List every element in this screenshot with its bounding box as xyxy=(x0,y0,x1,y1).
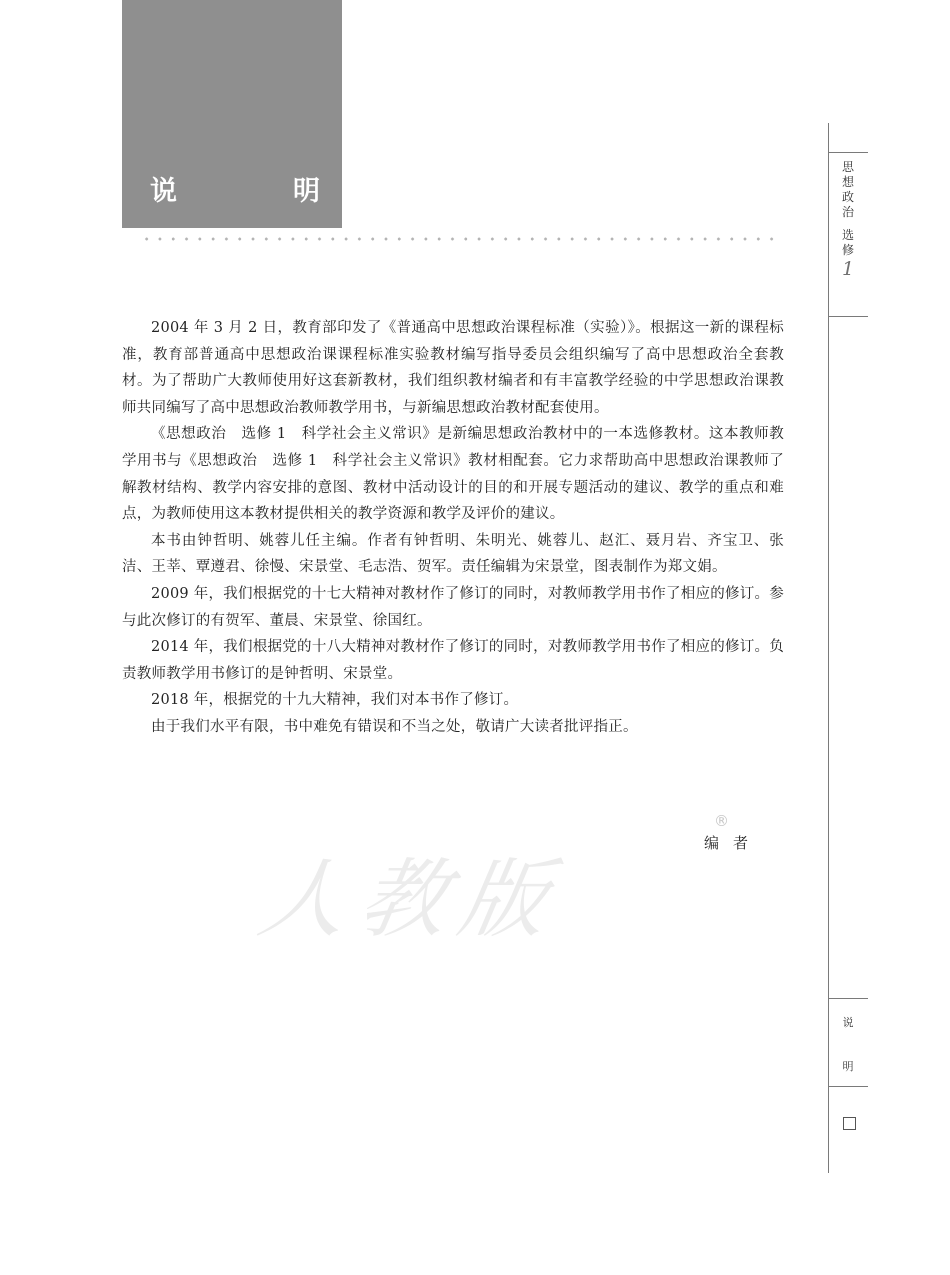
author-signature: 编者 xyxy=(704,834,763,852)
rail-tick-section-start xyxy=(828,998,868,999)
page-title-char-2: 明 xyxy=(293,176,320,207)
rail-book-char: 治 xyxy=(841,205,854,219)
paragraph-4: 2009 年，我们根据党的十七大精神对教材作了修订的同时，对教师教学用书作了相应的修订。参与此次修订的有贺军、董晨、宋景堂、徐国红。 xyxy=(122,585,784,629)
rail-book-char: 想 xyxy=(841,175,854,189)
paragraph-3: 本书由钟哲明、姚蓉儿任主编。作者有钟哲明、朱明光、姚蓉儿、赵汇、聂月岩、齐宝卫、张洁、王莘、覃遵君、徐慢、宋景堂、毛志浩、贺军。责任编辑为宋景堂，图表制作为郑文娟。 xyxy=(122,532,784,576)
paragraph-7: 由于我们水平有限，书中难免有错误和不当之处，敬请广大读者批评指正。 xyxy=(151,718,638,735)
rail-section-char-2: 明 xyxy=(842,1060,854,1073)
page-marker-box xyxy=(843,1117,856,1130)
page-title-char-1: 说 xyxy=(150,176,177,207)
dotted-divider xyxy=(140,236,780,242)
rail-tick-section-end xyxy=(828,1086,868,1087)
paragraph-6: 2018 年，根据党的十九大精神，我们对本书作了修订。 xyxy=(151,692,519,709)
rail-tick-top xyxy=(828,152,868,153)
rail-book-title xyxy=(836,160,860,280)
paragraph-2: 《思想政治 选修 1 科学社会主义常识》是新编思想政治教材中的一本选修教材。这本教师教学用书与《思想政治 选修 1 科学社会主义常识》教材相配套。它力求帮助高中思想政治课教师了解教材结构、教学内容安排的意图、教材中活动设计的目的和开展专题活动的建议、教学的重点和难点，为教师使用这本教材提供相关的教学资源和教学及评价的建议。 xyxy=(122,426,784,523)
paragraph-5: 2014 年，我们根据党的十八大精神对教材作了修订的同时，对教师教学用书作了相应的修订。负责教师教学用书修订的是钟哲明、宋景堂。 xyxy=(122,639,784,682)
paragraph-1: 2004 年 3 月 2 日，教育部印发了《普通高中思想政治课程标准（实验）》。根据这一新的课程标准，教育部普通高中思想政治课课程标准实验教材编写指导委员会组织编写了高中思想政治全套教材。为了帮助广大教师使用好这套新教材，我们组织教材编者和有丰富教学经验的中学思想政治课教师共同编写了高中思想政治教师教学用书，与新编思想政治教材配套使用。 xyxy=(122,320,784,416)
rail-book-char: 思 xyxy=(841,160,854,174)
page-title xyxy=(150,172,320,212)
preface-body xyxy=(122,315,784,741)
rail-gap xyxy=(836,220,860,228)
registered-mark: ® xyxy=(714,812,729,830)
rail-section-char-1: 说 xyxy=(842,1016,854,1029)
rail-tick-book-end xyxy=(828,316,868,317)
publisher-watermark: 人教版 xyxy=(251,850,570,950)
rail-volume-number: 1 xyxy=(841,258,855,280)
title-block xyxy=(122,0,342,228)
side-rail-line xyxy=(828,123,829,1173)
rail-volume-char: 修 xyxy=(841,243,854,257)
rail-book-char: 政 xyxy=(841,190,854,204)
rail-volume-char: 选 xyxy=(841,228,854,242)
